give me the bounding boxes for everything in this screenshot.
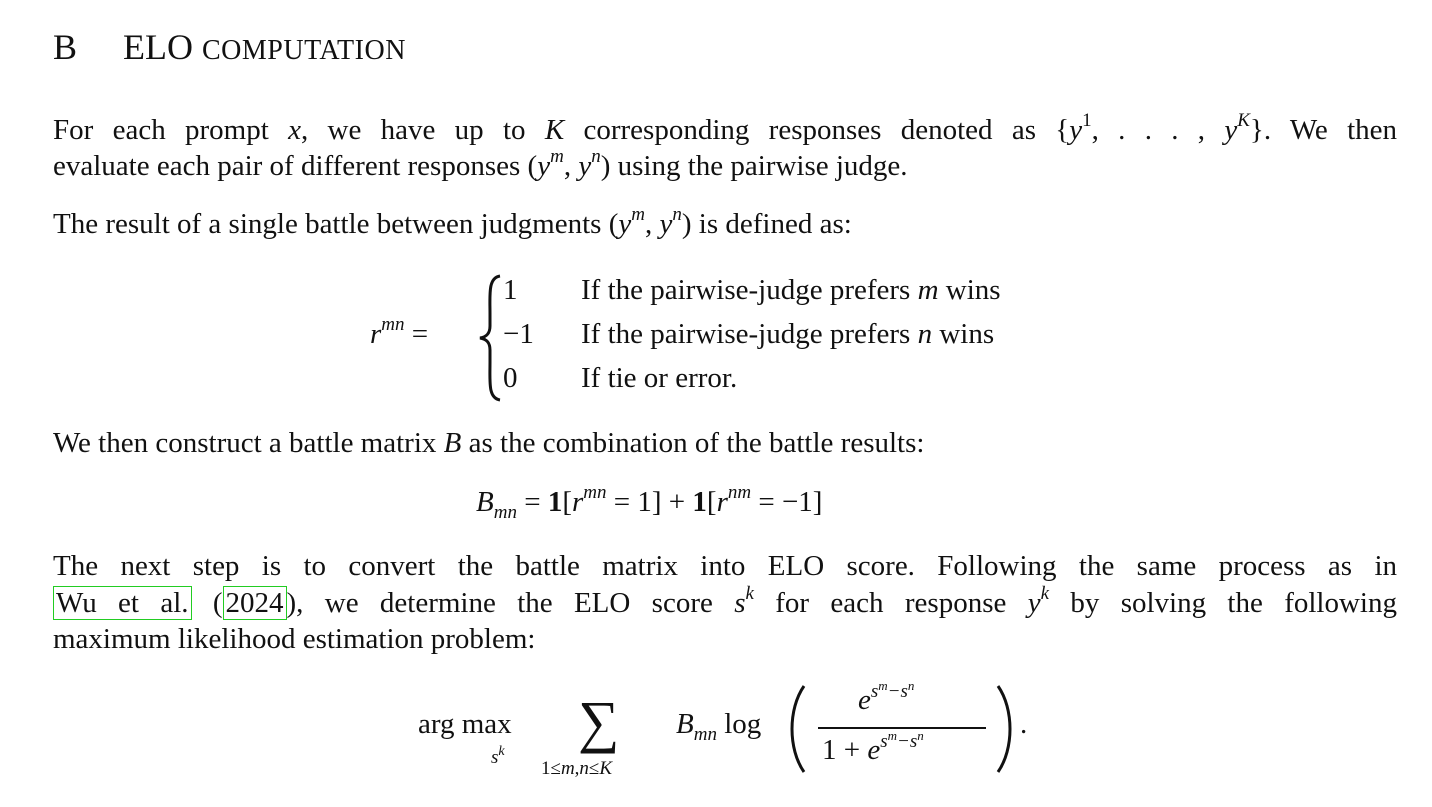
left-paren-icon — [786, 684, 808, 774]
bmn-log: $B_{mn}$ log — [676, 708, 762, 745]
para4-line3: maximum likelihood estimation problem: — [53, 623, 536, 655]
battle-matrix-equation: $B_{mn} = 1[r^{mn} = 1] + 1[r^{nm} = -1]$ — [476, 482, 823, 523]
cases-lhs: $r^{mn}$ = — [370, 314, 429, 350]
para3: We then construct a battle matrix B as the combination of the battle results: — [53, 427, 925, 459]
para4-line2: Wu et al. ( 2024 ), we determine the ELO score $s^k$ for each response $y^k$ by solving the following — [53, 585, 1397, 621]
section-title-first: ELO — [123, 27, 193, 67]
sum-limits: 1≤m,n≤K — [541, 758, 613, 779]
case-cond-2: If the pairwise-judge prefers n wins — [581, 318, 995, 350]
sum-symbol: ∑ — [578, 689, 620, 754]
response-set-math: {$y^1$, . . . , $y^K$} — [1055, 110, 1264, 146]
section-letter: B — [53, 27, 78, 67]
para4-line1: The next step is to convert the battle matrix into ELO score. Following the same process as in — [53, 550, 1397, 582]
para1-line1: For each prompt x, we have up to K corresponding responses denoted as {$y^1$, . . . , $y^K$}. We then — [53, 110, 1398, 146]
argmax-subscript: $s^k$ — [491, 744, 505, 768]
left-brace-icon — [476, 274, 506, 402]
citation-author-link[interactable]: Wu et al. — [53, 586, 192, 620]
citation-year-link[interactable]: 2024 — [223, 586, 287, 620]
para1-line2: evaluate each pair of different responses ($y^m$, $y^n$) using the pairwise judge. — [53, 146, 908, 182]
fraction-bar — [818, 727, 986, 729]
right-paren-icon — [994, 684, 1016, 774]
case-value-2: −1 — [503, 318, 534, 350]
case-value-1: 1 — [503, 274, 518, 306]
case-value-3: 0 — [503, 362, 518, 394]
argmax-operator: arg max — [418, 708, 512, 740]
section-heading — [53, 26, 406, 68]
para2: The result of a single battle between judgments ($y^m$, $y^n$) is defined as: — [53, 204, 852, 240]
case-cond-1: If the pairwise-judge prefers m wins — [581, 274, 1001, 306]
fraction-denominator: $1 + e^{s^m-s^n}$ — [822, 728, 924, 766]
section-title-rest: COMPUTATION — [201, 35, 406, 66]
pair-math-2: ($y^m$, $y^n$) — [608, 204, 692, 240]
equation-period: . — [1020, 708, 1028, 740]
case-cond-3: If tie or error. — [581, 362, 738, 394]
fraction-numerator: $e^{s^m-s^n}$ — [858, 678, 915, 716]
pair-math: ($y^m$, $y^n$) — [527, 146, 611, 182]
